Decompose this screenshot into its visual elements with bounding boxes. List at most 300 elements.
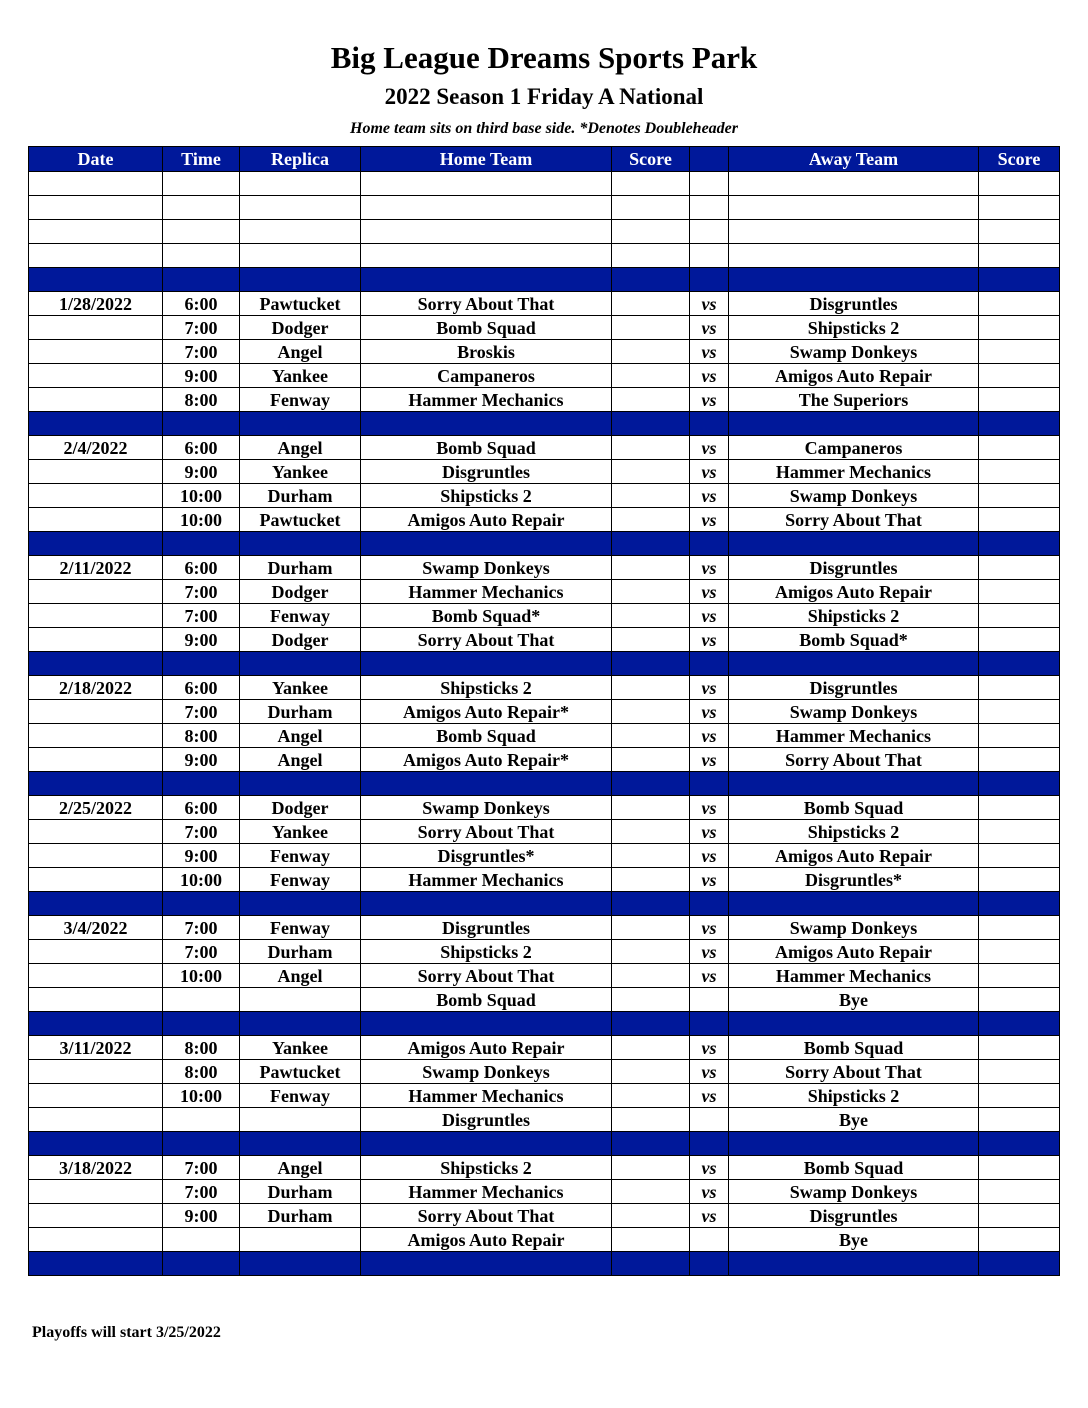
- replica-cell: Durham: [240, 484, 361, 508]
- replica-cell: Yankee: [240, 676, 361, 700]
- time-cell: 8:00: [163, 1060, 240, 1084]
- time-cell: 9:00: [163, 364, 240, 388]
- time-cell: 7:00: [163, 580, 240, 604]
- replica-cell: Fenway: [240, 916, 361, 940]
- vs-cell: vs: [690, 508, 729, 532]
- blank-cell: [240, 220, 361, 244]
- vs-cell: [690, 1108, 729, 1132]
- separator-cell: [729, 892, 979, 916]
- separator-cell: [690, 268, 729, 292]
- time-cell: 10:00: [163, 508, 240, 532]
- page-subtitle: 2022 Season 1 Friday A National: [384, 84, 704, 109]
- home-score-cell: [612, 676, 690, 700]
- away-score-cell: [979, 364, 1060, 388]
- home-team-cell: Amigos Auto Repair: [361, 508, 612, 532]
- time-cell: 8:00: [163, 1036, 240, 1060]
- separator-cell: [29, 652, 163, 676]
- date-cell: [29, 484, 163, 508]
- blank-cell: [29, 244, 163, 268]
- away-score-cell: [979, 964, 1060, 988]
- home-score-cell: [612, 700, 690, 724]
- home-score-cell: [612, 556, 690, 580]
- separator-cell: [29, 772, 163, 796]
- blank-cell: [690, 172, 729, 196]
- separator-cell: [361, 1012, 612, 1036]
- vs-cell: vs: [690, 1060, 729, 1084]
- home-team-cell: Campaneros: [361, 364, 612, 388]
- separator-cell: [690, 532, 729, 556]
- vs-cell: vs: [690, 676, 729, 700]
- blank-cell: [361, 172, 612, 196]
- table-row: [29, 916, 1060, 940]
- separator-cell: [612, 1252, 690, 1276]
- home-score-cell: [612, 1228, 690, 1252]
- time-cell: 6:00: [163, 436, 240, 460]
- separator-cell: [690, 412, 729, 436]
- home-team-cell: Swamp Donkeys: [361, 556, 612, 580]
- blank-cell: [240, 244, 361, 268]
- away-team-cell: Hammer Mechanics: [729, 460, 979, 484]
- separator-cell: [690, 1252, 729, 1276]
- blank-cell: [729, 220, 979, 244]
- table-row: [29, 1228, 1060, 1252]
- home-team-cell: Bomb Squad: [361, 436, 612, 460]
- replica-cell: Dodger: [240, 628, 361, 652]
- home-team-cell: Disgruntles: [361, 1108, 612, 1132]
- blank-cell: [690, 244, 729, 268]
- home-team-cell: Shipsticks 2: [361, 484, 612, 508]
- separator-row: [29, 1132, 1060, 1156]
- vs-cell: vs: [690, 580, 729, 604]
- col-header-vs: [690, 147, 729, 172]
- separator-cell: [163, 892, 240, 916]
- date-cell: [29, 460, 163, 484]
- away-score-cell: [979, 1180, 1060, 1204]
- home-team-cell: Bomb Squad: [361, 724, 612, 748]
- separator-row: [29, 532, 1060, 556]
- separator-cell: [729, 652, 979, 676]
- col-header-date: Date: [29, 147, 163, 172]
- vs-cell: vs: [690, 556, 729, 580]
- replica-cell: Angel: [240, 340, 361, 364]
- time-cell: 6:00: [163, 292, 240, 316]
- away-score-cell: [979, 580, 1060, 604]
- away-score-cell: [979, 916, 1060, 940]
- away-score-cell: [979, 1156, 1060, 1180]
- table-row: [29, 1204, 1060, 1228]
- replica-cell: Pawtucket: [240, 1060, 361, 1084]
- table-row: [29, 484, 1060, 508]
- replica-cell: Angel: [240, 724, 361, 748]
- time-cell: 9:00: [163, 1204, 240, 1228]
- home-team-cell: Sorry About That: [361, 820, 612, 844]
- home-score-cell: [612, 508, 690, 532]
- replica-cell: Yankee: [240, 460, 361, 484]
- vs-cell: vs: [690, 340, 729, 364]
- table-row: [29, 868, 1060, 892]
- home-team-cell: Hammer Mechanics: [361, 580, 612, 604]
- table-row: [29, 292, 1060, 316]
- blank-cell: [240, 196, 361, 220]
- separator-cell: [979, 532, 1060, 556]
- vs-cell: vs: [690, 868, 729, 892]
- date-cell: [29, 364, 163, 388]
- table-row: [29, 676, 1060, 700]
- away-team-cell: Amigos Auto Repair: [729, 940, 979, 964]
- vs-cell: vs: [690, 1204, 729, 1228]
- away-score-cell: [979, 724, 1060, 748]
- time-cell: 9:00: [163, 844, 240, 868]
- away-score-cell: [979, 436, 1060, 460]
- away-score-cell: [979, 748, 1060, 772]
- blank-cell: [612, 172, 690, 196]
- separator-cell: [612, 1012, 690, 1036]
- away-team-cell: Disgruntles: [729, 292, 979, 316]
- time-cell: 7:00: [163, 700, 240, 724]
- separator-row: [29, 772, 1060, 796]
- time-cell: 7:00: [163, 916, 240, 940]
- away-team-cell: Bomb Squad*: [729, 628, 979, 652]
- home-score-cell: [612, 316, 690, 340]
- home-score-cell: [612, 1084, 690, 1108]
- vs-cell: vs: [690, 316, 729, 340]
- away-team-cell: Swamp Donkeys: [729, 484, 979, 508]
- separator-cell: [29, 1252, 163, 1276]
- away-team-cell: Swamp Donkeys: [729, 340, 979, 364]
- replica-cell: Durham: [240, 1204, 361, 1228]
- time-cell: 6:00: [163, 556, 240, 580]
- date-cell: 2/4/2022: [29, 436, 163, 460]
- replica-cell: Angel: [240, 436, 361, 460]
- home-score-cell: [612, 1036, 690, 1060]
- away-team-cell: Amigos Auto Repair: [729, 844, 979, 868]
- table-row: [29, 1036, 1060, 1060]
- table-row: [29, 844, 1060, 868]
- table-row: [29, 1084, 1060, 1108]
- blank-cell: [690, 196, 729, 220]
- away-score-cell: [979, 292, 1060, 316]
- separator-cell: [29, 412, 163, 436]
- date-cell: [29, 316, 163, 340]
- away-score-cell: [979, 820, 1060, 844]
- home-team-cell: Swamp Donkeys: [361, 1060, 612, 1084]
- away-score-cell: [979, 1060, 1060, 1084]
- time-cell: 10:00: [163, 868, 240, 892]
- table-row: [29, 628, 1060, 652]
- table-row: [29, 988, 1060, 1012]
- home-score-cell: [612, 628, 690, 652]
- blank-cell: [29, 220, 163, 244]
- table-row: [29, 604, 1060, 628]
- home-team-cell: Shipsticks 2: [361, 940, 612, 964]
- vs-cell: vs: [690, 460, 729, 484]
- home-team-cell: Bomb Squad: [361, 316, 612, 340]
- date-cell: [29, 508, 163, 532]
- separator-cell: [240, 268, 361, 292]
- away-team-cell: Swamp Donkeys: [729, 1180, 979, 1204]
- table-row: [29, 1108, 1060, 1132]
- vs-cell: vs: [690, 604, 729, 628]
- home-team-cell: Amigos Auto Repair*: [361, 700, 612, 724]
- separator-cell: [612, 268, 690, 292]
- away-score-cell: [979, 1228, 1060, 1252]
- separator-cell: [29, 532, 163, 556]
- schedule-table: [28, 146, 1060, 1276]
- away-score-cell: [979, 484, 1060, 508]
- away-score-cell: [979, 676, 1060, 700]
- away-team-cell: Amigos Auto Repair: [729, 364, 979, 388]
- separator-cell: [612, 892, 690, 916]
- blank-cell: [163, 196, 240, 220]
- separator-cell: [690, 892, 729, 916]
- home-team-cell: Swamp Donkeys: [361, 796, 612, 820]
- blank-cell: [612, 220, 690, 244]
- vs-cell: [690, 988, 729, 1012]
- home-score-cell: [612, 484, 690, 508]
- separator-cell: [29, 1012, 163, 1036]
- separator-cell: [979, 772, 1060, 796]
- separator-cell: [163, 772, 240, 796]
- vs-cell: vs: [690, 1036, 729, 1060]
- separator-cell: [361, 412, 612, 436]
- away-team-cell: Disgruntles: [729, 676, 979, 700]
- separator-cell: [612, 532, 690, 556]
- blank-cell: [729, 244, 979, 268]
- separator-cell: [690, 652, 729, 676]
- vs-cell: vs: [690, 628, 729, 652]
- away-team-cell: Bomb Squad: [729, 1036, 979, 1060]
- table-row: [29, 1060, 1060, 1084]
- blank-row: [29, 244, 1060, 268]
- home-score-cell: [612, 364, 690, 388]
- separator-cell: [240, 412, 361, 436]
- away-team-cell: Sorry About That: [729, 508, 979, 532]
- separator-row: [29, 1252, 1060, 1276]
- page-title: Big League Dreams Sports Park: [330, 40, 758, 75]
- table-row: [29, 316, 1060, 340]
- away-team-cell: Disgruntles: [729, 556, 979, 580]
- table-row: [29, 820, 1060, 844]
- away-team-cell: Disgruntles*: [729, 868, 979, 892]
- away-team-cell: Swamp Donkeys: [729, 700, 979, 724]
- separator-cell: [29, 1132, 163, 1156]
- away-score-cell: [979, 340, 1060, 364]
- home-score-cell: [612, 1180, 690, 1204]
- table-row: [29, 556, 1060, 580]
- replica-cell: Dodger: [240, 796, 361, 820]
- vs-cell: vs: [690, 820, 729, 844]
- date-cell: [29, 940, 163, 964]
- table-row: [29, 460, 1060, 484]
- header-row: [29, 147, 1060, 172]
- time-cell: [163, 1228, 240, 1252]
- separator-row: [29, 892, 1060, 916]
- home-score-cell: [612, 988, 690, 1012]
- replica-cell: Fenway: [240, 388, 361, 412]
- date-cell: [29, 868, 163, 892]
- away-team-cell: Bomb Squad: [729, 1156, 979, 1180]
- date-cell: 3/11/2022: [29, 1036, 163, 1060]
- separator-row: [29, 268, 1060, 292]
- away-team-cell: Hammer Mechanics: [729, 724, 979, 748]
- replica-cell: [240, 1108, 361, 1132]
- home-score-cell: [612, 820, 690, 844]
- separator-cell: [729, 532, 979, 556]
- home-team-cell: Broskis: [361, 340, 612, 364]
- vs-cell: vs: [690, 724, 729, 748]
- col-header-away-score: Score: [979, 147, 1060, 172]
- time-cell: 7:00: [163, 316, 240, 340]
- replica-cell: Durham: [240, 1180, 361, 1204]
- time-cell: 9:00: [163, 460, 240, 484]
- replica-cell: Yankee: [240, 820, 361, 844]
- away-score-cell: [979, 700, 1060, 724]
- home-team-cell: Amigos Auto Repair: [361, 1036, 612, 1060]
- replica-cell: Pawtucket: [240, 508, 361, 532]
- home-team-cell: Hammer Mechanics: [361, 388, 612, 412]
- home-score-cell: [612, 844, 690, 868]
- col-header-time: Time: [163, 147, 240, 172]
- vs-cell: vs: [690, 940, 729, 964]
- date-cell: 2/11/2022: [29, 556, 163, 580]
- separator-cell: [729, 1012, 979, 1036]
- home-score-cell: [612, 868, 690, 892]
- replica-cell: Pawtucket: [240, 292, 361, 316]
- home-score-cell: [612, 796, 690, 820]
- table-row: [29, 940, 1060, 964]
- separator-cell: [240, 1252, 361, 1276]
- home-score-cell: [612, 340, 690, 364]
- separator-cell: [979, 1252, 1060, 1276]
- home-team-cell: Sorry About That: [361, 1204, 612, 1228]
- separator-cell: [240, 652, 361, 676]
- away-score-cell: [979, 796, 1060, 820]
- table-row: [29, 700, 1060, 724]
- date-cell: [29, 724, 163, 748]
- time-cell: [163, 988, 240, 1012]
- blank-cell: [612, 244, 690, 268]
- away-score-cell: [979, 388, 1060, 412]
- replica-cell: Fenway: [240, 868, 361, 892]
- away-score-cell: [979, 844, 1060, 868]
- table-row: [29, 340, 1060, 364]
- separator-cell: [240, 772, 361, 796]
- blank-cell: [979, 244, 1060, 268]
- separator-row: [29, 412, 1060, 436]
- col-header-away-team: Away Team: [729, 147, 979, 172]
- time-cell: 8:00: [163, 724, 240, 748]
- separator-cell: [361, 652, 612, 676]
- blank-cell: [163, 244, 240, 268]
- away-team-cell: Campaneros: [729, 436, 979, 460]
- time-cell: 7:00: [163, 1180, 240, 1204]
- replica-cell: Fenway: [240, 844, 361, 868]
- replica-cell: Fenway: [240, 1084, 361, 1108]
- separator-cell: [612, 412, 690, 436]
- separator-cell: [979, 652, 1060, 676]
- replica-cell: Dodger: [240, 580, 361, 604]
- vs-cell: vs: [690, 700, 729, 724]
- away-score-cell: [979, 1084, 1060, 1108]
- away-team-cell: The Superiors: [729, 388, 979, 412]
- vs-cell: vs: [690, 1156, 729, 1180]
- away-team-cell: Sorry About That: [729, 1060, 979, 1084]
- separator-cell: [729, 1252, 979, 1276]
- separator-cell: [612, 772, 690, 796]
- table-row: [29, 388, 1060, 412]
- home-team-cell: Disgruntles: [361, 460, 612, 484]
- replica-cell: [240, 988, 361, 1012]
- vs-cell: vs: [690, 1084, 729, 1108]
- separator-cell: [361, 532, 612, 556]
- separator-cell: [240, 532, 361, 556]
- separator-cell: [690, 1012, 729, 1036]
- separator-cell: [163, 532, 240, 556]
- home-team-cell: Shipsticks 2: [361, 1156, 612, 1180]
- table-row: [29, 1180, 1060, 1204]
- separator-row: [29, 1012, 1060, 1036]
- away-team-cell: Bomb Squad: [729, 796, 979, 820]
- date-cell: 1/28/2022: [29, 292, 163, 316]
- separator-cell: [361, 772, 612, 796]
- date-cell: [29, 820, 163, 844]
- time-cell: 7:00: [163, 340, 240, 364]
- blank-cell: [163, 172, 240, 196]
- home-score-cell: [612, 1060, 690, 1084]
- home-score-cell: [612, 940, 690, 964]
- away-team-cell: Shipsticks 2: [729, 1084, 979, 1108]
- time-cell: 8:00: [163, 388, 240, 412]
- date-cell: 3/18/2022: [29, 1156, 163, 1180]
- separator-cell: [979, 268, 1060, 292]
- date-cell: [29, 1204, 163, 1228]
- home-score-cell: [612, 1204, 690, 1228]
- away-score-cell: [979, 460, 1060, 484]
- away-team-cell: Bye: [729, 988, 979, 1012]
- away-score-cell: [979, 556, 1060, 580]
- date-cell: 2/18/2022: [29, 676, 163, 700]
- col-header-replica: Replica: [240, 147, 361, 172]
- time-cell: 7:00: [163, 1156, 240, 1180]
- away-team-cell: Amigos Auto Repair: [729, 580, 979, 604]
- vs-cell: vs: [690, 364, 729, 388]
- replica-cell: Durham: [240, 700, 361, 724]
- home-score-cell: [612, 292, 690, 316]
- separator-cell: [163, 1252, 240, 1276]
- date-cell: [29, 700, 163, 724]
- blank-cell: [361, 244, 612, 268]
- vs-cell: vs: [690, 1180, 729, 1204]
- date-cell: [29, 628, 163, 652]
- blank-cell: [361, 196, 612, 220]
- date-cell: [29, 964, 163, 988]
- away-score-cell: [979, 1108, 1060, 1132]
- away-team-cell: Disgruntles: [729, 1204, 979, 1228]
- date-cell: [29, 580, 163, 604]
- playoffs-note: Playoffs will start 3/25/2022: [32, 1324, 221, 1341]
- home-score-cell: [612, 964, 690, 988]
- away-score-cell: [979, 604, 1060, 628]
- blank-cell: [612, 196, 690, 220]
- replica-cell: Fenway: [240, 604, 361, 628]
- separator-cell: [361, 268, 612, 292]
- date-cell: [29, 748, 163, 772]
- table-row: [29, 1156, 1060, 1180]
- col-header-home-score: Score: [612, 147, 690, 172]
- vs-cell: vs: [690, 292, 729, 316]
- away-score-cell: [979, 1036, 1060, 1060]
- blank-cell: [163, 220, 240, 244]
